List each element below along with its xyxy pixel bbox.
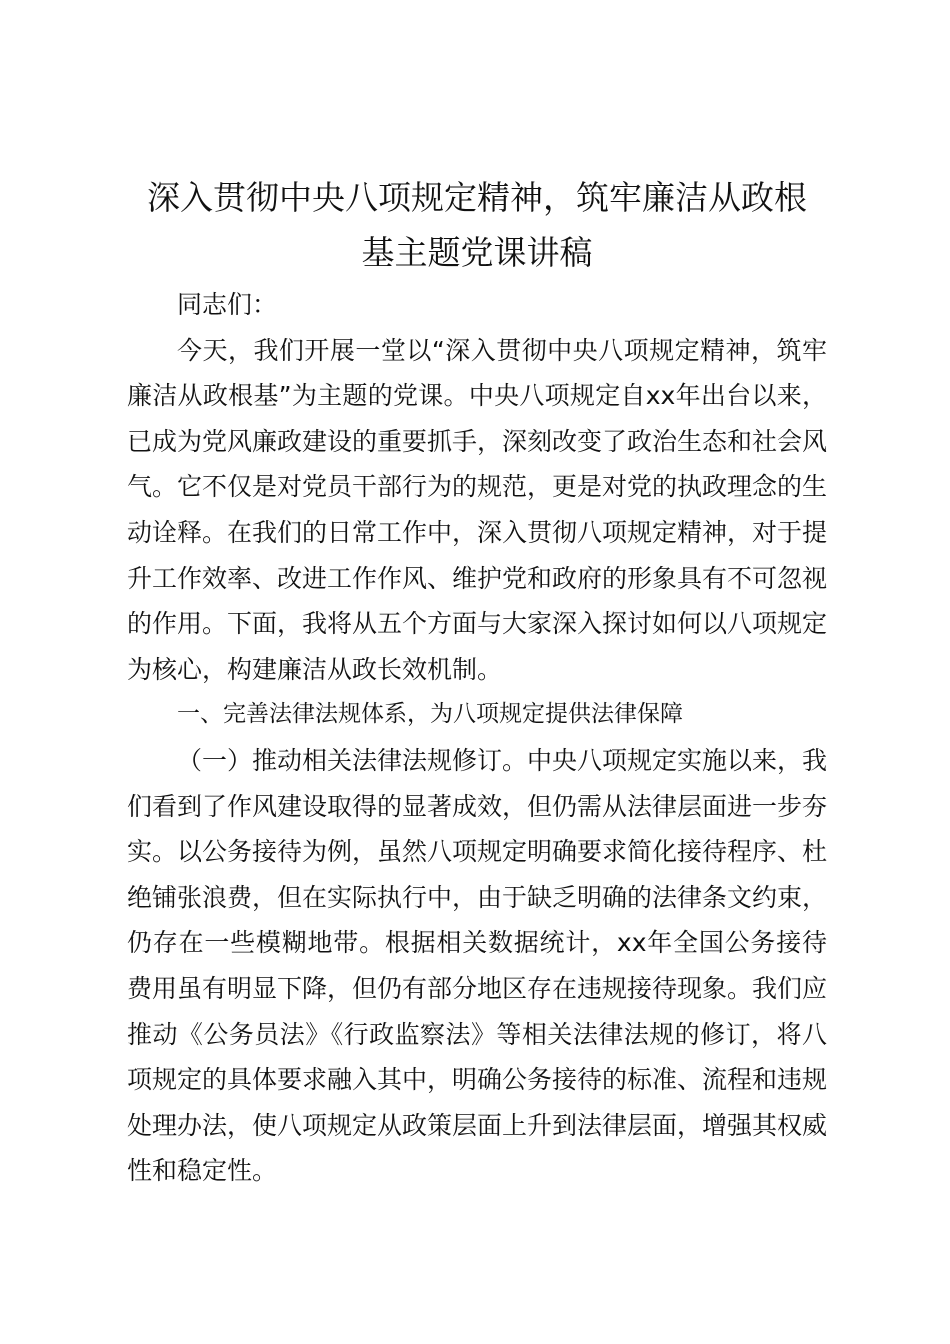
title-line-1: 深入贯彻中央八项规定精神，筑牢廉洁从政根 [147, 178, 807, 217]
section-heading: 一、完善法律法规体系，为八项规定提供法律保障 [177, 701, 683, 728]
document-body [127, 170, 827, 1194]
section-paragraph: （一）推动相关法律法规修订。中央八项规定实施以来，我们看到了作风建设取得的显著成效，但仍需从法律层面进一步夯实。以公务接待为例，虽然八项规定明确要求简化接待程序、杜绝铺张浪费，但在实际执行中，由于缺乏明确的法律条文约束，仍存在一些模糊地带。根据相关数据统计，xx年全国公务接待费用虽有明显下降，但仍有部分地区存在违规接待现象。我们应推动《公务员法》《行政监察法》等相关法律法规的修订，将八项规定的具体要求融入其中，明确公务接待的标准、流程和违规处理办法，使八项规定从政策层面上升到法律层面，增强其权威性和稳定性。 [127, 745, 828, 1186]
intro-paragraph: 今天，我们开展一堂以“深入贯彻中央八项规定精神，筑牢廉洁从政根基”为主题的党课。中央八项规定自xx年出台以来，已成为党风廉政建设的重要抓手，深刻改变了政治生态和社会风气。它不仅是对党员干部行为的规范，更是对党的执政理念的生动诠释。在我们的日常工作中，深入贯彻八项规定精神，对于提升工作效率、改进工作作风、维护党和政府的形象具有不可忽视的作用。下面，我将从五个方面与大家深入探讨如何以八项规定为核心，构建廉洁从政长效机制。 [127, 335, 828, 684]
salutation: 同志们： [177, 290, 278, 319]
title-line-2: 基主题党课讲稿 [361, 233, 593, 272]
document-title [127, 170, 827, 280]
